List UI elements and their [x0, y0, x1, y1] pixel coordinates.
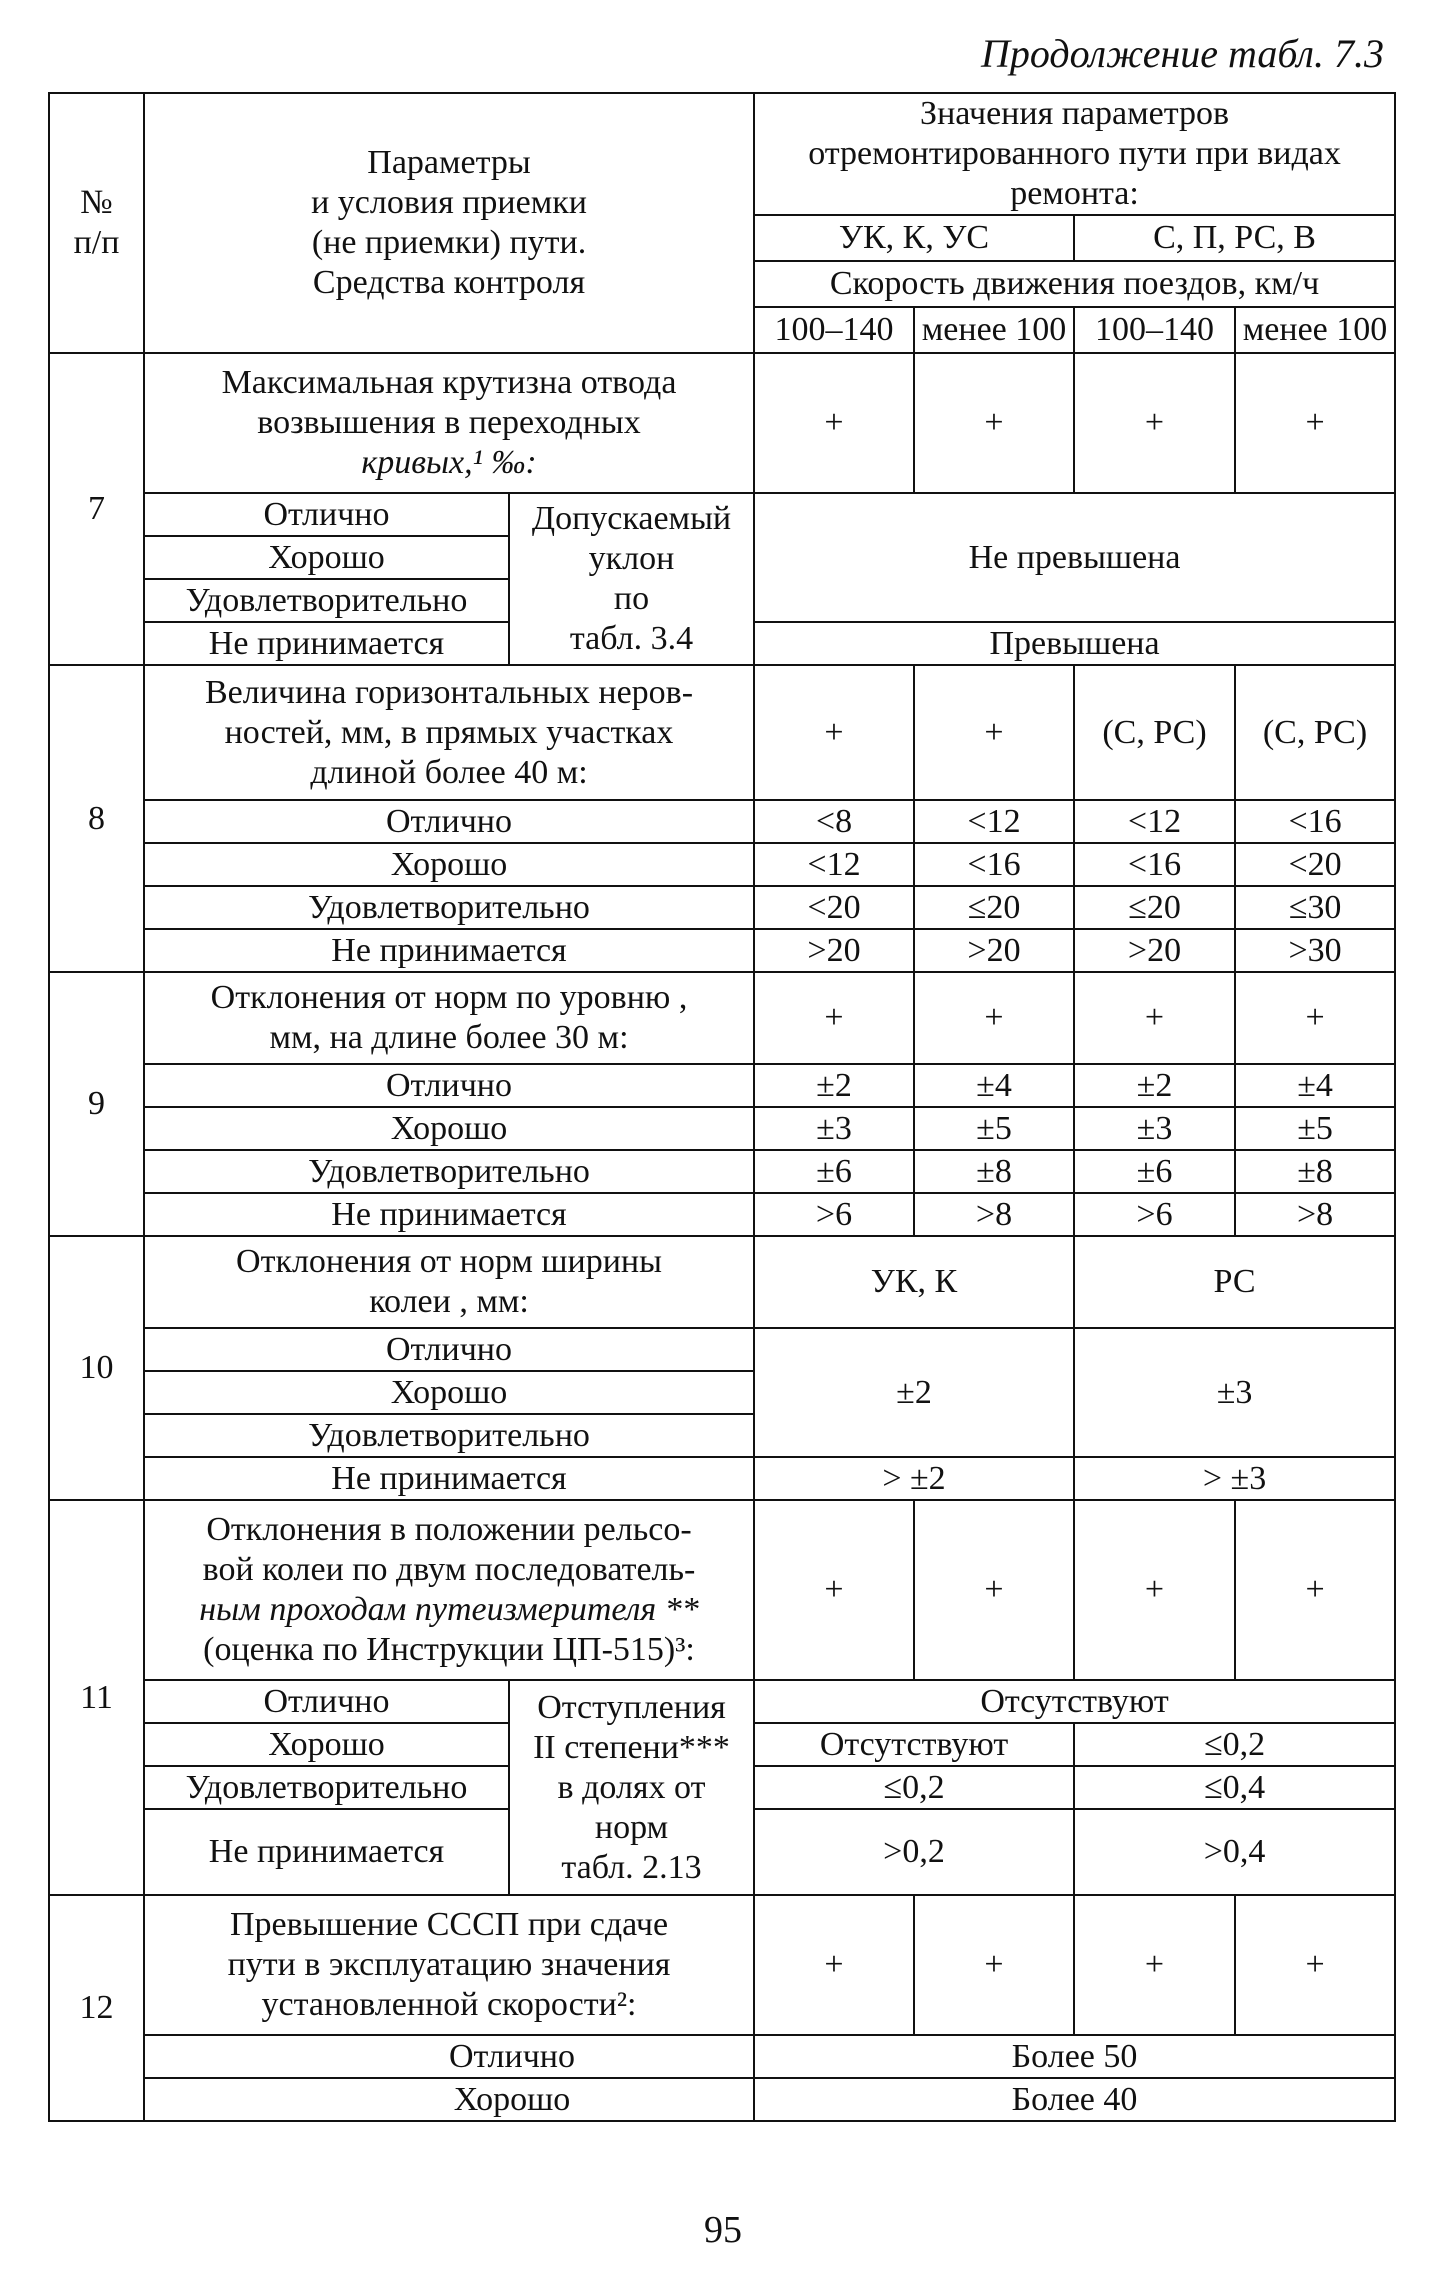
value-cell: ±2	[754, 1064, 914, 1107]
value-cell: >8	[914, 1193, 1074, 1236]
grade-label: Отлично	[144, 493, 509, 536]
grade-label: Хорошо	[144, 843, 754, 886]
desc-line: ным проходам путеизмерителя **	[199, 1591, 699, 1628]
grade-label: Удовлетворительно	[144, 1414, 754, 1457]
desc-line: Отклонения в положении рельсо-	[206, 1511, 692, 1548]
value-cell: >20	[754, 929, 914, 972]
mark: +	[1235, 1895, 1395, 2035]
header-params-line: Параметры	[367, 144, 531, 181]
grade-label: Хорошо	[144, 2078, 754, 2121]
mark: +	[1235, 353, 1395, 493]
value-cell: ±2	[754, 1328, 1074, 1457]
value-cell: Отсутствуют	[754, 1680, 1395, 1723]
grade-label: Отлично	[144, 1680, 509, 1723]
value-cell: <20	[1235, 843, 1395, 886]
value-cell: <12	[914, 800, 1074, 843]
note-line: II степени***	[533, 1728, 730, 1766]
grade-label: Не принимается	[144, 929, 754, 972]
row-7-description	[144, 353, 754, 493]
desc-line: длиной более 40 м:	[310, 753, 588, 791]
table-caption: Продолжение табл. 7.3	[980, 31, 1384, 76]
grade-label: Не принимается	[144, 1457, 754, 1500]
note-line: в долях от	[557, 1768, 706, 1806]
mark: +	[914, 1500, 1074, 1680]
note-line: Допускаемый	[531, 500, 732, 537]
value-cell: > ±3	[1074, 1457, 1395, 1500]
note-line: табл. 2.13	[561, 1848, 702, 1886]
desc-line: Превышение СССП при сдаче	[229, 1906, 669, 1943]
header-speed-2: менее 100	[914, 307, 1074, 353]
value-cell: >6	[754, 1193, 914, 1236]
header-values-line: отремонтированного пути при видах	[808, 135, 1341, 172]
row-9-description	[144, 972, 754, 1064]
header-values-line: ремонта:	[1010, 175, 1139, 212]
value-cell: Более 40	[754, 2078, 1395, 2121]
grade-label: Удовлетворительно	[144, 1150, 754, 1193]
grade-label: Отлично	[144, 800, 754, 843]
row-number: 9	[49, 972, 144, 1236]
mark: +	[1074, 353, 1235, 493]
mark: +	[754, 353, 914, 493]
value-cell: >20	[914, 929, 1074, 972]
value-cell: ±6	[754, 1150, 914, 1193]
row-8-description	[144, 665, 754, 800]
group-label: РС	[1074, 1236, 1395, 1328]
value-cell: <16	[1074, 843, 1235, 886]
value-cell: ≤20	[1074, 886, 1235, 929]
value-cell: >6	[1074, 1193, 1235, 1236]
value-cell: ≤0,2	[754, 1766, 1074, 1809]
header-num	[49, 93, 144, 353]
value-cell: ±4	[914, 1064, 1074, 1107]
grade-label: Не принимается	[144, 1193, 754, 1236]
mark: +	[1074, 972, 1235, 1064]
mark: +	[914, 1895, 1074, 2035]
row-number: 7	[49, 353, 144, 665]
header-params	[144, 93, 754, 353]
mark: +	[754, 665, 914, 800]
note-line: уклон	[588, 540, 675, 577]
page-number: 95	[704, 2209, 742, 2251]
value-cell: ≤0,4	[1074, 1766, 1395, 1809]
desc-line: (оценка по Инструкции ЦП-515)³:	[203, 1631, 695, 1668]
row-number: 8	[49, 665, 144, 972]
value-cell: ±3	[1074, 1107, 1235, 1150]
mark: +	[914, 972, 1074, 1064]
value-cell: ±2	[1074, 1064, 1235, 1107]
mark: +	[1235, 972, 1395, 1064]
value-cell: ≤20	[914, 886, 1074, 929]
note-line: табл. 3.4	[569, 620, 694, 657]
value-cell: Отсутствуют	[754, 1723, 1074, 1766]
value-cell: >8	[1235, 1193, 1395, 1236]
value-cell: ±6	[1074, 1150, 1235, 1193]
value-cell: ±8	[1235, 1150, 1395, 1193]
grade-label: Хорошо	[144, 1723, 509, 1766]
value-cell: <12	[1074, 800, 1235, 843]
desc-line: вой колеи по двум последователь-	[202, 1551, 696, 1588]
value-cell: >30	[1235, 929, 1395, 972]
mark: (С, РС)	[1235, 665, 1395, 800]
header-values-line: Значения параметров	[920, 95, 1230, 132]
value-cell: Более 50	[754, 2035, 1395, 2078]
desc-line: ностей, мм, в прямых участках	[224, 713, 674, 751]
row-number: 11	[49, 1500, 144, 1895]
desc-line: Отклонения от норм по уровню ,	[210, 979, 688, 1016]
note-line: норм	[594, 1808, 669, 1846]
value-cell: ±4	[1235, 1064, 1395, 1107]
header-speed-3: 100–140	[1074, 307, 1235, 353]
grade-label: Отлично	[144, 1064, 754, 1107]
desc-line: мм, на длине более 30 м:	[269, 1019, 629, 1056]
row-7-note	[509, 493, 754, 665]
grade-label: Не принимается	[144, 1809, 509, 1895]
header-params-line: и условия приемки	[311, 184, 587, 221]
desc-line: Отклонения от норм ширины	[236, 1243, 662, 1280]
desc-line: установленной скорости²:	[261, 1986, 637, 2023]
header-group-2: С, П, РС, В	[1074, 215, 1395, 261]
desc-line: колеи , мм:	[369, 1283, 529, 1320]
desc-line: пути в эксплуатацию значения	[227, 1946, 671, 1983]
repair-parameters-table	[48, 92, 1396, 2122]
grade-label: Хорошо	[144, 1107, 754, 1150]
grade-label: Не принимается	[144, 622, 509, 665]
header-num-line: №	[80, 184, 113, 221]
desc-line: кривых,¹ ‰:	[361, 444, 537, 481]
header-values	[754, 93, 1395, 215]
value-cell: <16	[1235, 800, 1395, 843]
value-cell: >0,2	[754, 1809, 1074, 1895]
grade-label: Отлично	[144, 1328, 754, 1371]
value-cell: > ±2	[754, 1457, 1074, 1500]
mark: +	[754, 1895, 914, 2035]
grade-label: Удовлетворительно	[144, 886, 754, 929]
note-line: по	[613, 580, 650, 617]
value-cell: <16	[914, 843, 1074, 886]
header-speed-4: менее 100	[1235, 307, 1395, 353]
value-cell: ≤30	[1235, 886, 1395, 929]
value-cell: ±5	[914, 1107, 1074, 1150]
value-cell: <8	[754, 800, 914, 843]
desc-line: Величина горизонтальных неров-	[204, 673, 694, 711]
row-11-description	[144, 1500, 754, 1680]
row-10-description	[144, 1236, 754, 1328]
desc-line: Максимальная крутизна отвода	[221, 364, 677, 401]
desc-line: возвышения в переходных	[257, 404, 641, 441]
row-number: 12	[49, 1895, 144, 2121]
value-cell: >0,4	[1074, 1809, 1395, 1895]
header-num-line: п/п	[73, 224, 120, 261]
value-cell: ±3	[1074, 1328, 1395, 1457]
grade-label: Отлично	[144, 2035, 754, 2078]
group-label: УК, К	[754, 1236, 1074, 1328]
row-7-ok-value: Не превышена	[754, 493, 1395, 622]
header-speed: Скорость движения поездов, км/ч	[754, 261, 1395, 307]
grade-label: Хорошо	[144, 1371, 754, 1414]
mark: +	[754, 972, 914, 1064]
row-11-note	[509, 1680, 754, 1895]
mark: +	[1074, 1500, 1235, 1680]
grade-label: Удовлетворительно	[144, 1766, 509, 1809]
header-speed-1: 100–140	[754, 307, 914, 353]
mark: +	[1235, 1500, 1395, 1680]
grade-label: Удовлетворительно	[144, 579, 509, 622]
header-params-line: Средства контроля	[312, 264, 586, 301]
mark: +	[1074, 1895, 1235, 2035]
row-number: 10	[49, 1236, 144, 1500]
value-cell: ±3	[754, 1107, 914, 1150]
mark: +	[914, 353, 1074, 493]
grade-label: Хорошо	[144, 536, 509, 579]
note-line: Отступления	[537, 1688, 726, 1726]
row-7-bad-value: Превышена	[754, 622, 1395, 665]
value-cell: ±5	[1235, 1107, 1395, 1150]
mark: +	[914, 665, 1074, 800]
value-cell: ±8	[914, 1150, 1074, 1193]
header-group-1: УК, К, УС	[754, 215, 1074, 261]
value-cell: >20	[1074, 929, 1235, 972]
value-cell: ≤0,2	[1074, 1723, 1395, 1766]
row-12-description	[144, 1895, 754, 2035]
mark: +	[754, 1500, 914, 1680]
mark: (С, РС)	[1074, 665, 1235, 800]
value-cell: <12	[754, 843, 914, 886]
value-cell: <20	[754, 886, 914, 929]
header-params-line: (не приемки) пути.	[311, 224, 587, 261]
